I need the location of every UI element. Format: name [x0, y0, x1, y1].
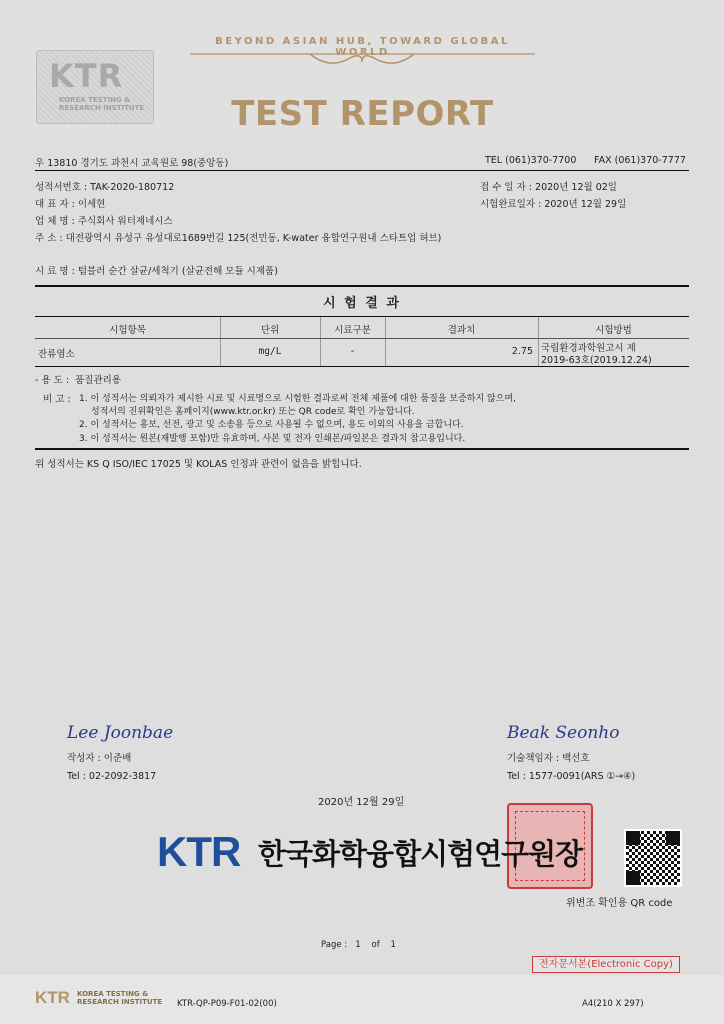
representative: 대 표 자 : 이세현 — [35, 199, 106, 210]
row-sample-type: - — [350, 346, 355, 357]
slogan: BEYOND ASIAN HUB, TOWARD GLOBAL WORLD — [215, 36, 510, 58]
remark-1b: 성적서의 진위확인은 홈페이지(www.ktr.or.kr) 또는 QR code로 확인 가능합니다. — [91, 407, 415, 417]
header-rule — [35, 170, 689, 171]
remark-2: 2. 이 성적서는 홍보, 선전, 광고 및 소송용 등으로 사용될 수 없으며, 용도 이외의 사용을 금합니다. — [79, 420, 464, 430]
company-name: 업 체 명 : 주식회사 워터제네시스 — [35, 216, 173, 227]
writer-tel: Tel : 02-2092-3817 — [67, 771, 157, 782]
remark-3: 3. 이 성적서는 원본(재발행 포함)만 유효하며, 사본 및 전자 인쇄본/파일본은 결과치 참고용입니다. — [79, 434, 466, 444]
row-method-line2: 2019-63호(2019.12.24) — [541, 355, 652, 366]
issue-date: 2020년 12월 29일 — [318, 797, 405, 808]
report-title: TEST REPORT — [231, 94, 494, 134]
header-test-item: 시험항목 — [109, 325, 146, 336]
company-address: 주 소 : 대전광역시 유성구 유성대로1689번길 125(전민동, K-water 융합연구원내 스타트업 허브) — [35, 233, 442, 244]
tech-manager-tel: Tel : 1577-0091(ARS ①→④) — [507, 771, 636, 782]
logo-text: KTR — [49, 57, 124, 95]
header-unit: 단위 — [260, 325, 280, 336]
page-indicator: Page : 1 of 1 — [321, 940, 396, 950]
completed-date: 시험완료일자 : 2020년 12월 29일 — [480, 199, 627, 210]
header-sample-type: 시료구분 — [334, 325, 371, 336]
electronic-copy-badge: 전자문서본(Electronic Copy) — [532, 956, 680, 973]
form-code: KTR-QP-P09-F01-02(00) — [177, 999, 277, 1009]
header-result: 결과치 — [447, 325, 476, 336]
results-header-top-rule — [35, 316, 689, 317]
writer-signature: Lee Joonbae — [67, 723, 174, 743]
results-bottom-rule — [35, 366, 689, 367]
results-header-bottom-rule — [35, 338, 689, 339]
report-number: 성적서번호 : TAK-2020-180712 — [35, 182, 175, 193]
tech-manager-name: 기술책임자 : 백선호 — [507, 753, 590, 764]
qr-code[interactable] — [624, 829, 682, 887]
row-unit: mg/L — [258, 346, 282, 357]
row-test-item: 잔류염소 — [38, 349, 75, 360]
footer-logo: KTR — [35, 988, 70, 1007]
remark-1: 1. 이 성적서는 의뢰자가 제시한 시료 및 시료명으로 시험한 결과로써 전체 제품에 대한 품질을 보증하지 않으며, — [79, 394, 516, 404]
sample-name: 시 료 명 : 텀블러 순간 살균/세척기 (살균전해 모듈 시제품) — [35, 266, 278, 277]
row-result-value: 2.75 — [511, 346, 533, 357]
institute-logo: KTR — [157, 828, 241, 875]
usage: - 용 도 : 품질관리용 — [35, 375, 121, 386]
results-top-rule — [35, 285, 689, 287]
tech-signature: Beak Seonho — [507, 723, 620, 743]
lab-fax: FAX (061)370-7777 — [594, 155, 686, 166]
notes-bottom-rule — [35, 448, 689, 450]
lab-address: 우 13810 경기도 과천시 교육원로 98(중앙동) — [35, 158, 229, 169]
footer-logo-text: KOREA TESTING & RESEARCH INSTITUTE — [77, 990, 163, 1006]
accreditation-note: 위 성적서는 KS Q ISO/IEC 17025 및 KOLAS 인정과 관련이 없음을 밝힙니다. — [35, 459, 362, 470]
institute-name: 한국화학융합시험연구원장 — [258, 837, 583, 871]
results-title: 시 험 결 과 — [323, 296, 401, 311]
ktr-watermark-logo — [36, 50, 154, 124]
qr-label: 위변조 확인용 QR code — [566, 898, 673, 909]
logo-subtext: KOREA TESTING & RESEARCH INSTITUTE — [59, 96, 145, 112]
remarks-label: 비 고 : — [43, 394, 71, 405]
row-method-line1: 국립환경과학원고시 제 — [541, 343, 636, 354]
writer-name: 작성자 : 이준배 — [67, 753, 132, 764]
lab-tel: TEL (061)370-7700 — [485, 155, 577, 166]
ornament-divider — [190, 50, 535, 72]
received-date: 접 수 일 자 : 2020년 12월 02일 — [480, 182, 617, 193]
header-method: 시험방법 — [595, 325, 632, 336]
paper-size: A4(210 X 297) — [582, 999, 644, 1009]
